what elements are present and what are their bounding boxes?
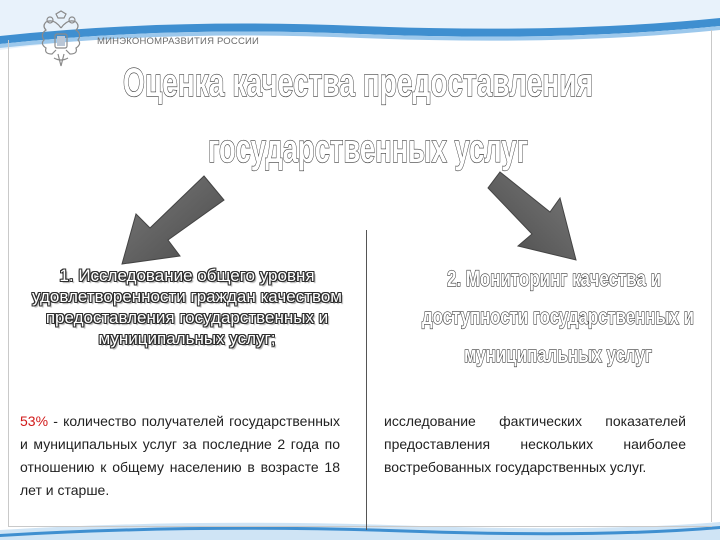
left-column-text bbox=[20, 410, 340, 502]
left-column-description: - количество получателей государственных и муниципальных услуг за последние 2 года по отношению к общему населению в возрасте 18 лет и старше. bbox=[20, 413, 340, 498]
page-title bbox=[0, 52, 720, 192]
right-column-text: исследование фактических показателей предоставления нескольких наиболее востребованных государственных услуг. bbox=[384, 413, 686, 475]
left-column-heading: 1. Исследование общего уровня удовлетворенности граждан качеством предоставления государственных и муниципальных услуг; bbox=[32, 266, 342, 348]
ministry-name: МИНЭКОНОМРАЗВИТИЯ РОССИИ bbox=[97, 36, 260, 47]
column-divider bbox=[366, 230, 367, 530]
arrow-down-right-icon bbox=[484, 168, 594, 268]
frame-bottom-line bbox=[8, 526, 712, 527]
right-heading-line-2: доступности государственных и bbox=[422, 304, 694, 329]
right-heading-line-1: 2. Мониторинг качества и bbox=[447, 266, 661, 291]
title-line-1: Оценка качества предоставления bbox=[123, 61, 593, 105]
arrow-down-left-icon bbox=[116, 170, 236, 270]
right-heading-line-3: муниципальных услуг bbox=[464, 342, 652, 367]
right-column-heading bbox=[372, 262, 720, 382]
footer-wave-band bbox=[0, 500, 720, 540]
title-line-2: государственных услуг bbox=[208, 127, 528, 171]
percent-highlight: 53% bbox=[20, 413, 49, 429]
